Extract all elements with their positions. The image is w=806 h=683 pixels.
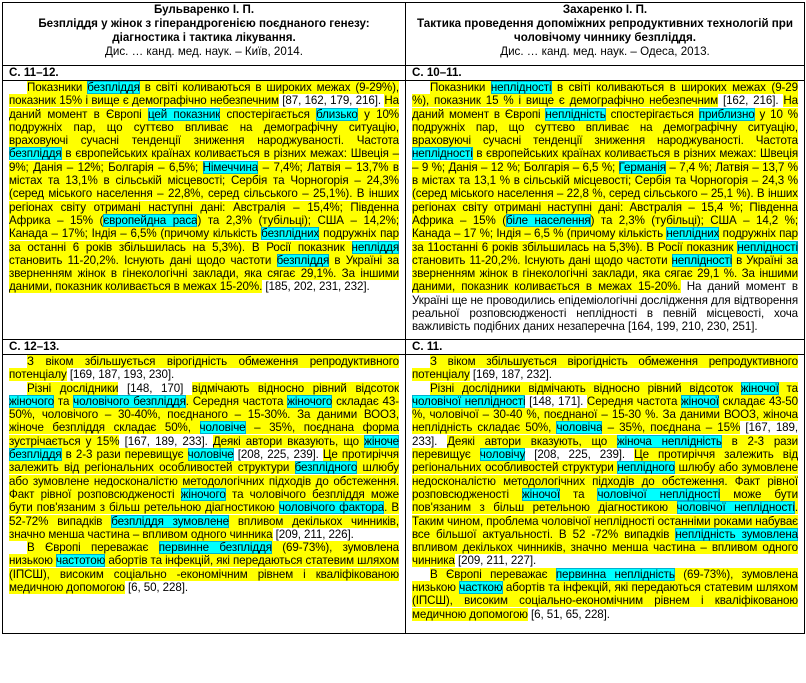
header-row (3, 3, 805, 66)
right-page-ref-1: С. 10–11. (406, 66, 805, 81)
plain-text: [169, 187, 193, 230]. (66, 368, 175, 382)
highlighted-text: впливом декількох чинників, значно менша частина – впливом одного чинника (9, 514, 399, 541)
highlighted-text: Різні дослідники відмічають відносно рівний відсоток (430, 381, 741, 395)
left-page-ref-2: С. 12–13. (3, 340, 406, 355)
plain-text: [208, 225, 239]. (233, 448, 323, 462)
comparison-table (2, 2, 805, 634)
highlighted-text: спостерігається (220, 107, 317, 121)
left-paragraph-2-3 (9, 541, 399, 594)
plain-text: [148, 171]. (525, 394, 587, 408)
highlighted-term: безпліддя (87, 81, 140, 94)
highlighted-text: в Україні за зверненням жінок в гінекологічні заклади, яка сягає 29,1 %. За іншими даними, показник коливається в межах 15-20%. (412, 253, 798, 294)
highlighted-text: відмічають відносно рівний відсоток (191, 381, 399, 395)
right-source-header (406, 3, 805, 66)
right-text-block-1 (406, 81, 805, 340)
text-row-1 (3, 81, 805, 340)
highlighted-term: чоловіча (556, 421, 603, 435)
highlighted-term: первинне безпліддя (158, 541, 272, 555)
highlighted-text: становить 11-20,2%. Існують дані щодо частоти (9, 253, 277, 267)
highlighted-term: безплідних (261, 227, 320, 241)
highlighted-term: жіночої (522, 487, 560, 501)
highlighted-text: . Середня частота (185, 394, 288, 408)
highlighted-text: в світі коливаються в широких межах (9-29%), показник 15% і вище є демографічно небезпечним (9, 81, 400, 108)
page-ref-row-2 (3, 340, 805, 355)
highlighted-term: жіночої (680, 394, 719, 408)
highlighted-text: подружніх пар за 11останні 6 років збільшилась на 5,3%). В Росії показник (412, 227, 798, 254)
highlighted-term: європейдна раса (103, 213, 198, 227)
highlighted-term: чоловічої неплідності (676, 501, 795, 515)
highlighted-term: неплідності (412, 147, 473, 161)
highlighted-text: Це протиріччя залежить від регіональних особливостей структури (412, 448, 798, 475)
right-paragraph-2-3 (412, 568, 798, 621)
highlighted-text: (69-73%), зумовлена низькою (9, 541, 399, 568)
highlighted-term: жіночого (180, 487, 226, 501)
highlighted-term: часткою (459, 581, 503, 595)
highlighted-term: Германія (618, 160, 666, 174)
highlighted-term: цей показник (147, 107, 221, 121)
highlighted-text: В Європі переважає (27, 541, 159, 555)
highlighted-text: може бути пов'язаним з більш ретельною діагностикою (412, 487, 799, 515)
highlighted-term: чоловіче (187, 448, 234, 462)
right-paragraph-2-2 (412, 382, 798, 568)
highlighted-text: та (559, 487, 598, 501)
highlighted-term: чоловічого фактора (278, 501, 385, 515)
plain-text: [148, 170] (118, 381, 192, 395)
highlighted-text: Деякі автори вказують, що (212, 434, 365, 448)
highlighted-term: неплідність зумовлена (675, 527, 798, 541)
right-paragraph-1-1 (412, 81, 798, 334)
highlighted-term: чоловічого безпліддя (73, 394, 186, 408)
highlighted-term: близько (316, 107, 358, 121)
left-meta: Дис. … канд. мед. наук. – Київ, 2014. (105, 45, 303, 58)
highlighted-term: неплідного (617, 461, 675, 475)
highlighted-term: чоловіче (199, 421, 246, 435)
highlighted-text: – 7,4 %; Латвія – 13,7 % в містах та 13,1 % в сільській місцевості; Сербія та Чорногорія – 24,3 % (серед міського населення – 22,8 %, серед сільського – 25,1 %). В інших регіонах світу отримані наступні дані: Австралія – 15,4 %; Південна Африка – 15% ( (412, 160, 798, 227)
highlighted-text: абортів та інфекцій, які передаються статевим шляхом (ІПСШ), високим соціально -економічним рівнем і кваліфікованою медичною допомогою (9, 554, 400, 595)
plain-text: [162, 216]. (718, 94, 784, 108)
highlighted-text: спостерігається (605, 107, 699, 121)
highlighted-text: складає 43-50%, чоловічого – 30-40%, поєднаного – 15-30%. За даними ВООЗ, жіноче безпліддя складає 50%, (9, 394, 400, 435)
highlighted-term: безплідного (294, 461, 358, 475)
highlighted-text: Це протиріччя залежить від регіональних особливостей структури (9, 448, 399, 475)
highlighted-text: подружніх пар за останні 6 років збільшилась на 5,3%). В Росії показник (9, 227, 400, 254)
highlighted-term: неплідності (737, 240, 798, 254)
highlighted-text: – 35%, поєднана форма зустрічається у 15% (9, 421, 399, 448)
highlighted-text: в світі коливаються в широких межах (9-29 %), показник 15 % і вище є демографічно небезпечним (412, 81, 798, 108)
plain-text: [185, 202, 231, 232]. (262, 280, 370, 294)
highlighted-text: Деякі автори вказують, що (447, 434, 617, 448)
highlighted-term: біле населення (505, 213, 591, 227)
highlighted-text: . В 52-72% випадків (9, 501, 399, 528)
highlighted-text: ) та 2,3% (тубільці); США – 14,2%; Канада – 17%; Індія – 6,5% (причому кількість (9, 213, 399, 241)
highlighted-text: в європейських країнах коливається в різних межах: Швеція – 9 %; Данія – 12 %; Болгарія – 6,5 %; (412, 147, 798, 174)
highlighted-text: абортів та інфекцій, які передаються статевим шляхом (ІПСШ), високим соціально-економічним рівнем і кваліфікованою медичною допомогою (412, 581, 798, 621)
text-row-2 (3, 355, 805, 634)
plain-text: [169, 187, 232]. (469, 368, 552, 382)
highlighted-text: На даний момент в Європі (9, 94, 399, 121)
highlighted-term: приблизно (698, 107, 755, 121)
highlighted-term: частотою (56, 554, 106, 568)
highlighted-term: первинна неплідність (555, 567, 675, 581)
plain-text: [6, 50, 228]. (124, 581, 188, 595)
left-paragraph-2-2 (9, 382, 399, 542)
highlighted-term: непліддя (351, 240, 399, 254)
left-source-header (3, 3, 406, 66)
highlighted-text: – 35%, поєднана – 15% (602, 421, 741, 435)
highlighted-text: та чоловічого безпліддя може бути пов'язаним з більш ретельною діагностикою (9, 487, 399, 515)
left-title: Безпліддя у жінок з гіперандрогенією поєднаного генезу: діагностика і тактика лікування. (38, 17, 370, 44)
plain-text: [167, 189, 233]. (119, 434, 213, 448)
highlighted-text: . Таким чином, проблема чоловічої неплідності останніми роками набуває все більшої актуальності. В 52 -72% випадків (412, 501, 798, 541)
highlighted-text: та (54, 394, 74, 408)
right-paragraph-2-1 (412, 355, 798, 382)
highlighted-text: та (778, 381, 798, 395)
highlighted-text: шлюбу або зумовлене недосконалістю методологічних підходів до обстеження. Факт рівної розповсюдженості (9, 461, 399, 501)
highlighted-text: у 10 % подружніх пар, що суттєво впливає на демографічну ситуацію, враховуючі сучасні тенденції зниження народжуваності. Частота (412, 107, 798, 148)
plain-text: [6, 51, 65, 228]. (527, 607, 610, 621)
highlighted-term: жіночого (9, 394, 55, 408)
highlighted-term: жіноче безпліддя (9, 434, 399, 462)
highlighted-text: Середня частота (586, 394, 681, 408)
highlighted-term: неплідних (666, 227, 720, 241)
highlighted-text: Показники (27, 81, 88, 94)
highlighted-term: чоловічої неплідності (412, 394, 526, 408)
highlighted-term: жіночого (287, 394, 333, 408)
page-ref-row-1 (3, 66, 805, 81)
left-paragraph-1-1 (9, 81, 399, 294)
highlighted-text: впливом декількох чинників, значно менша частина – впливом одного чинника (412, 541, 798, 568)
highlighted-text: На даний момент в Європі (412, 94, 798, 121)
right-title: Тактика проведення допоміжних репродуктивних технологій при чоловічому чиннику безпліддя. (416, 17, 794, 44)
highlighted-text: Різні дослідники (27, 381, 119, 395)
left-text-block-1 (3, 81, 406, 340)
plain-text: [167, 189, 233]. (412, 421, 799, 448)
highlighted-text: З віком збільшується вірогідність обмеження репродуктивного потенціалу (412, 355, 798, 382)
left-text-block-2 (3, 355, 406, 634)
plain-text: [87, 162, 179, 216]. (278, 94, 385, 108)
plain-text: На даний момент в Україні ще не проводились епідеміологічні дослідження для відтворення реальної розповсюдженості неплідності в певній місцевості, хоча важливість подібних даних незаперечна [164, 199, 210, 230, 251]. (412, 280, 798, 334)
right-author: Захаренко І. П. (562, 3, 648, 16)
left-page-ref-1: С. 11–12. (3, 66, 406, 81)
highlighted-term: Німеччина (202, 160, 259, 174)
right-page-ref-2: С. 11. (406, 340, 805, 355)
highlighted-term: неплідність (545, 107, 606, 121)
highlighted-text: у 10% подружніх пар, що суттєво впливає на демографічну ситуацію, враховуючі сучасні тенденції зниження народжуваності. Частота (9, 107, 399, 148)
highlighted-text: Показники (430, 81, 491, 94)
highlighted-term: жіноча неплідність (616, 434, 722, 448)
left-paragraph-2-1 (9, 355, 399, 382)
highlighted-text: шлюбу або зумовлене недосконалістю методологічних підходів до обстеження. Факт рівної розповсюдженості (412, 461, 799, 501)
plain-text: [209, 211, 227]. (454, 554, 537, 568)
right-meta: Дис. … канд. мед. наук. – Одеса, 2013. (500, 45, 710, 58)
highlighted-term: неплідності (490, 81, 552, 94)
highlighted-text: в 2-3 рази перевищує (412, 434, 798, 462)
left-author: Бульваренко І. П. (153, 3, 255, 16)
highlighted-text: в Україні за зверненням жінок в гінекологічні заклади, яка сягає 29,1%. За іншими даними, показник коливається в межах 15-20%. (9, 253, 399, 294)
highlighted-term: безпліддя (9, 147, 62, 161)
highlighted-text: в європейських країнах коливається в різних межах: Швеція – 9%; Данія – 12%; Болгарія – 6,5%; (9, 147, 399, 174)
highlighted-text: В Європі переважає (430, 567, 556, 581)
highlighted-term: неплідності (671, 253, 733, 267)
highlighted-text: в 2-3 рази перевищує (61, 448, 188, 462)
highlighted-text: (69-73%), зумовлена низькою (412, 567, 798, 595)
highlighted-text: З віком збільшується вірогідність обмеження репродуктивного потенціалу (9, 355, 399, 382)
highlighted-text: – 7,4%; Латвія – 13,7% в містах та 13,1% в сільській місцевості; Сербія та Чорногорія – 24,3% (серед міського населення – 22,8%, серед сільського – 25,1%). В інших регіонах світу отримані наступні дані: Австралія – 15,4%; Південна Африка – 15% ( (9, 160, 399, 227)
highlighted-text: складає 43-50 %, чоловічої – 30-40 %, поєднаної – 15-30 %. За даними ВООЗ, жіноча неплідність складає 50%, (412, 394, 798, 435)
plain-text: [209, 211, 226]. (272, 527, 354, 541)
plain-text: [208, 225, 239]. (525, 448, 635, 462)
highlighted-text: становить 11-20,2%. Існують дані щодо частоти (412, 253, 672, 267)
highlighted-term: чоловічої неплідності (597, 487, 721, 501)
highlighted-text: ) та 2,3% (тубільці); США – 14,2 %; Канада – 17 %; Індія – 6,5 % (причому кількість (412, 213, 798, 241)
right-text-block-2 (406, 355, 805, 634)
highlighted-term: безпліддя зумовлене (111, 514, 229, 528)
highlighted-term: чоловічу (479, 448, 526, 462)
highlighted-term: жіночої (740, 381, 779, 395)
highlighted-term: безпліддя (276, 253, 330, 267)
